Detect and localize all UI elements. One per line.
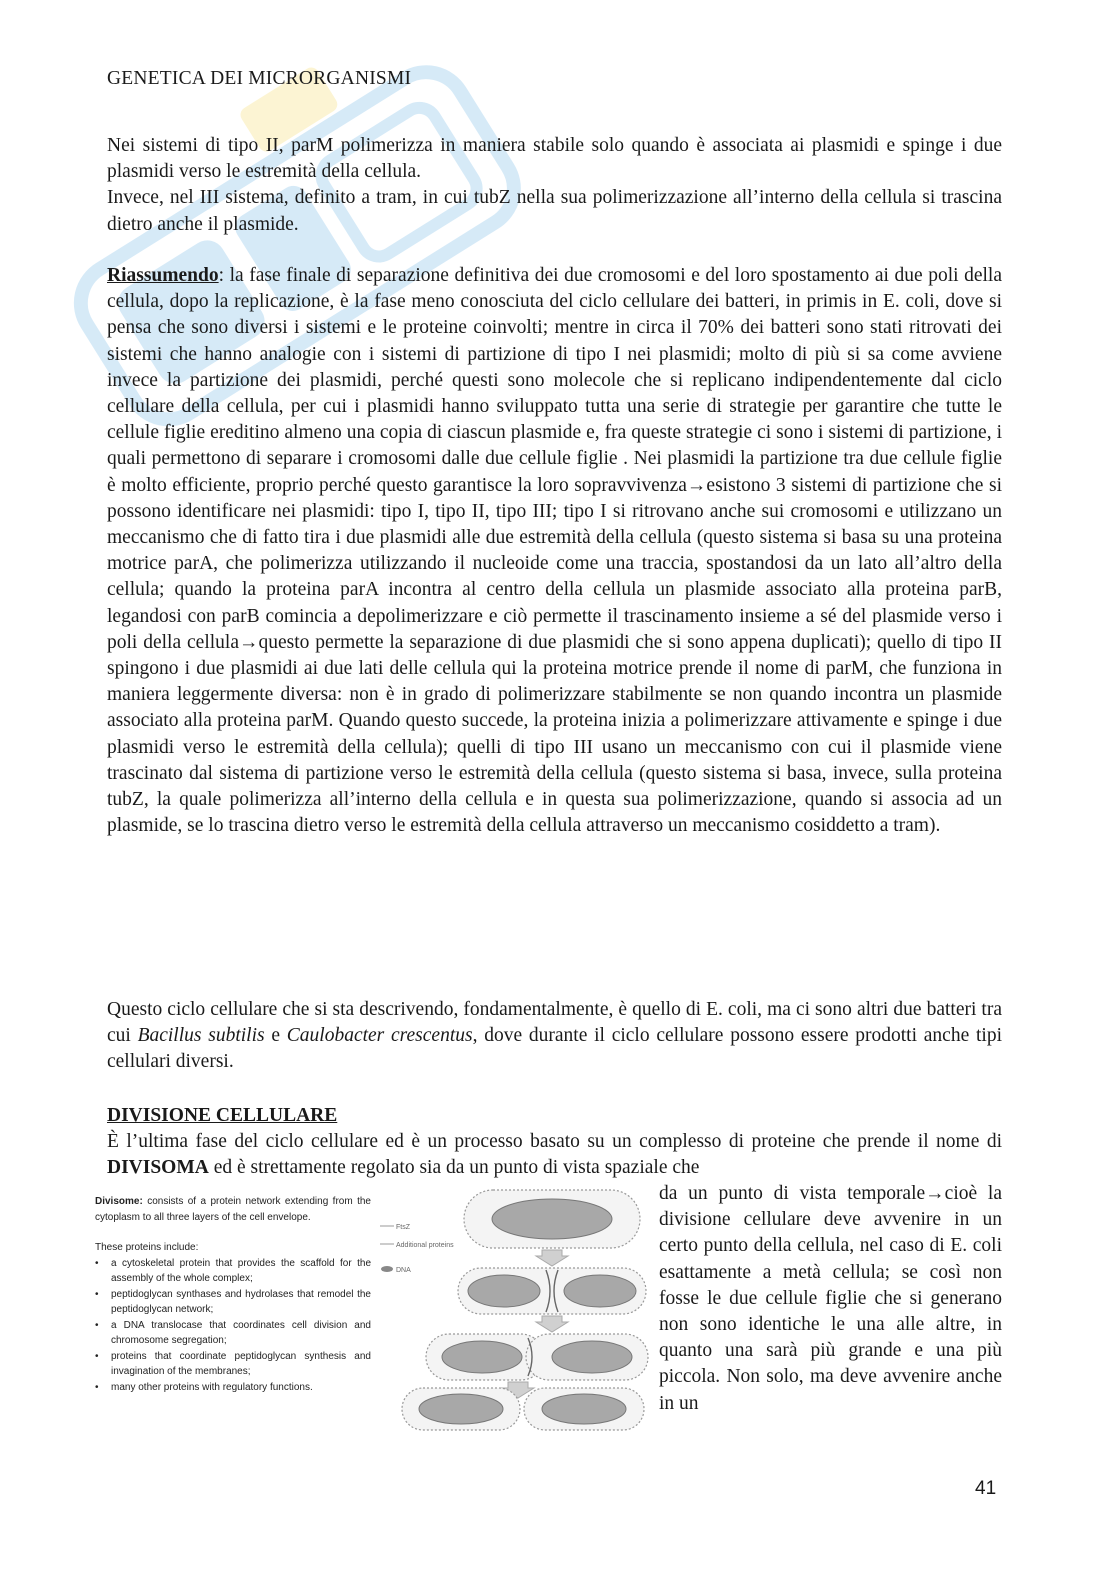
divisome-diagram [378, 1186, 650, 1432]
legend-additional: Additional proteins [396, 1242, 454, 1249]
cell-stage-1 [464, 1190, 640, 1248]
paragraph-summary [107, 263, 1002, 839]
caption-text: consists of a protein network extending from the cytoplasm to all three layers of the cell envelope. [95, 1196, 371, 1223]
paragraph-cell-cycle [107, 997, 1002, 1076]
species-name: Caulobacter crescentus [286, 1025, 473, 1047]
list-item: • many other proteins with regulatory functions. [95, 1380, 371, 1396]
text-span: Questo ciclo cellulare che si sta descrivendo, fondamentalmente, è quello di E. coli, ma ci sono altri due batteri tra cui [107, 999, 1002, 1047]
caption-list [95, 1256, 371, 1396]
summary-lead: Riassumendo [107, 265, 219, 286]
legend-ftsz: FtsZ [396, 1224, 410, 1231]
figure-caption [95, 1194, 371, 1395]
section-heading: DIVISIONE CELLULARE [107, 1105, 338, 1126]
paragraph-line: Nei sistemi di tipo II, parM polimerizza in maniera stabile solo quando è associata ai plasmidi e spinge i due plasmidi verso le estremità della cellula. [107, 135, 1002, 183]
text-span: ed è strettamente regolato sia da un punto di vista spaziale che [208, 1157, 700, 1179]
summary-text: : la fase finale di separazione definitiva dei due cromosomi e del loro spostamento ai due poli della cellula, dopo la replicazione, è la fase meno conosciuta del ciclo cellulare dei batteri, in primis in E. coli, dove si pensa che sono diversi i sistemi e le proteine coinvolti; mentre in circa il 70% dei batteri sono stati ritrovati dei sistemi che hanno analogie con i sistemi di partizione di tipo I nei plasmidi; molto di più si sa come avviene invece la partizione dei plasmidi, perché questi sono molecole che si replicano indipendentemente dal ciclo cellulare della cellula, per cui i plasmidi hanno sviluppato tutta una serie di strategie per garantire che tutte le cellule figlie ereditino almeno una copia di ciascun plasmide e, fra queste strategie ci sono i sistemi di partizione, i quali permettono di separare i cromosomi dalle due cellule figlie . Nei plasmidi la partizione tra due cellule figlie è molto efficiente, proprio perché questo garantisce la loro sopravvivenza→esistono 3 sistemi di partizione che si possono identificare nei plasmidi: tipo I, tipo II, tipo III; tipo I si ritrovano anche sui cromosomi e utilizzano un meccanismo che di fatto tira i due plasmidi alle due estremità della cellula (questo sistema si basa su una proteina motrice parA, che polimerizza utilizzando il nucleoide come una traccia, spostandosi da un lato all’altro della cellula; quando la proteina parA incontra al centro della cellula un plasmide associato alla proteina parB, legandosi con parB comincia a depolimerizzare e ciò permette il trascinamento insieme a sé del plasmide verso i poli della cellula→questo permette la separazione di due plasmidi che si sono appena duplicati); quello di tipo II spingono i due plasmidi ai due lati delle cellula qui la proteina motrice prende il nome di parM, che funziona in maniera leggermente diversa: non è in grado di polimerizzare stabilmente se non quando incontra un plasmide associato alla proteina parM. Quando questo succede, la proteina inizia a polimerizzare attivamente e spinge i due plasmidi verso le estremità della cellula); quelli di tipo III usano un meccanismo con cui il plasmide viene trascinato dal sistema di partizione verso le estremità della cellula (questo sistema si basa, invece, sulla proteina tubZ, la quale polimerizza all’interno della cellula e in questa sua polimerizzazione, quando si associa ad un plasmide, se lo trascina dietro verso le estremità della cellula attraverso un meccanismo cosiddetto a tram). [107, 265, 1002, 837]
page-header: GENETICA DEI MICRORGANISMI [107, 68, 412, 89]
list-item: • a cytoskeletal protein that provides the scaffold for the assembly of the whole complex; [95, 1256, 371, 1287]
caption-title: Divisome: [95, 1196, 143, 1207]
paragraph-intro [107, 133, 1002, 238]
cell-stage-2 [458, 1268, 646, 1314]
cell-stage-3 [426, 1334, 648, 1380]
species-name: Bacillus subtilis [137, 1025, 265, 1047]
legend-dna-swatch [381, 1266, 393, 1272]
text-span: e [264, 1025, 287, 1047]
section-division [107, 1103, 1002, 1182]
paragraph-line: Invece, nel III sistema, definito a tram, in cui tubZ nella sua polimerizzazione all’interno della cellula si trascina dietro anche il plasmide. [107, 187, 1002, 235]
division-continuation: da un punto di vista temporale→cioè la divisione cellulare deve avvenire in un certo punto della cellula, nel caso di E. coli esattamente a metà cellula; se così non fosse le due cellule figlie che si generano non sono identiche le una alle altre, in quanto una sarà più grande e una più piccola. Non solo, ma deve avvenire anche in un [659, 1183, 1002, 1414]
list-item: • proteins that coordinate peptidoglycan synthesis and invagination of the membranes; [95, 1349, 371, 1380]
list-item: • peptidoglycan synthases and hydrolases that remodel the peptidoglycan network; [95, 1287, 371, 1318]
legend-dna: DNA [396, 1267, 411, 1274]
list-item: • a DNA translocase that coordinates cell division and chromosome segregation; [95, 1318, 371, 1349]
text-span: , dove durante il ciclo cellulare possono essere prodotti anche tipi cellulari diversi. [107, 1025, 1002, 1073]
arrow-icon [536, 1250, 568, 1266]
caption-intro: These proteins include: [95, 1242, 199, 1253]
text-span: È l’ultima fase del ciclo cellulare ed è un processo basato su un complesso di proteine che prende il nome di [107, 1131, 1002, 1153]
arrow-icon [536, 1316, 568, 1332]
divisome-term: DIVISOMA [107, 1157, 209, 1179]
page-number: 41 [975, 1478, 997, 1499]
